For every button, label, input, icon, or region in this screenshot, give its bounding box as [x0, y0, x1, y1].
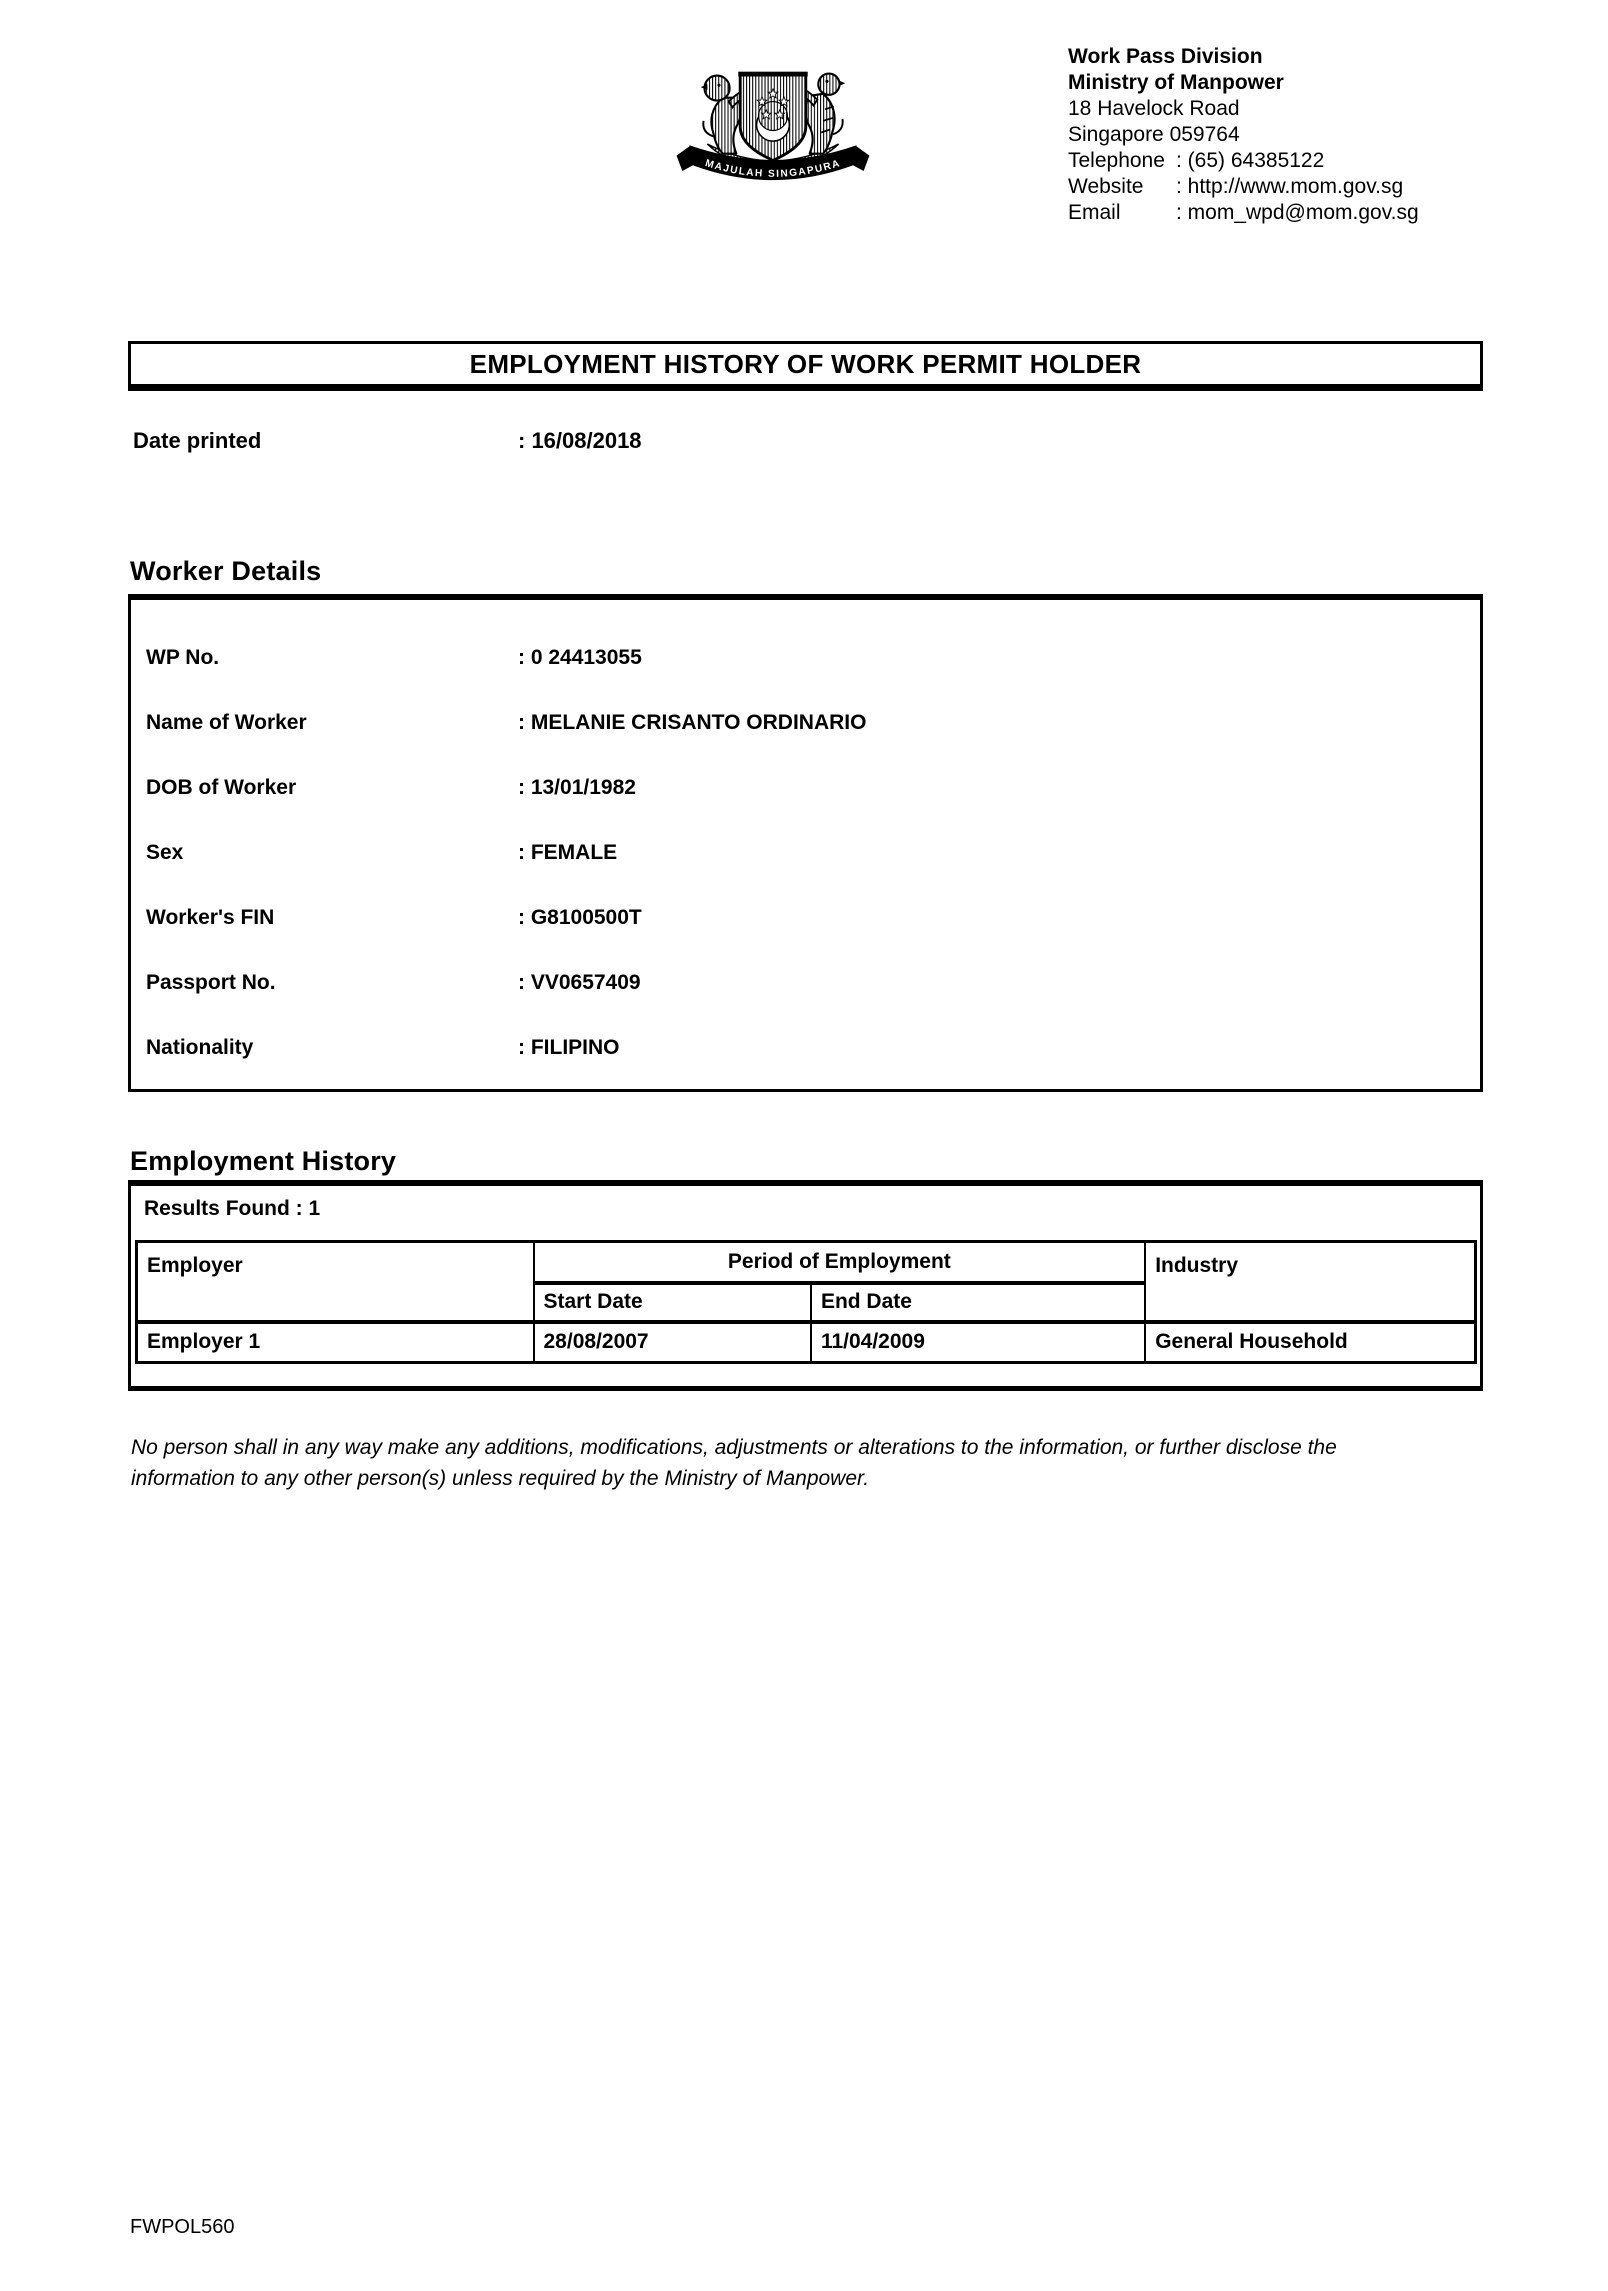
results-found: Results Found : 1	[144, 1197, 321, 1220]
table-row	[137, 1322, 1476, 1363]
date-printed-label: Date printed	[133, 428, 262, 453]
col-header-end-date: End Date	[811, 1283, 1145, 1322]
worker-sex-value: : FEMALE	[518, 841, 618, 864]
org-telephone-line	[1068, 148, 1419, 174]
date-printed-row	[133, 428, 642, 454]
website-label: Website	[1068, 175, 1144, 198]
motto-text: MAJULAH SINGAPURA	[703, 158, 843, 180]
org-address-line2: Singapore 059764	[1068, 123, 1240, 146]
crest-shield	[738, 72, 807, 161]
document-title-box	[128, 341, 1483, 391]
singapore-coat-of-arms	[665, 36, 880, 198]
document-title: EMPLOYMENT HISTORY OF WORK PERMIT HOLDER	[469, 348, 1142, 379]
cell-employer: Employer 1	[137, 1322, 534, 1363]
org-division: Work Pass Division	[1068, 45, 1263, 68]
telephone-label: Telephone	[1068, 149, 1165, 172]
worker-fin-value: : G8100500T	[518, 906, 642, 929]
col-header-employer: Employer	[137, 1242, 534, 1322]
form-code: FWPOL560	[130, 2216, 235, 2238]
worker-detail-row	[146, 841, 1480, 906]
worker-details-box	[128, 594, 1483, 1092]
worker-detail-row	[146, 971, 1480, 1036]
nationality-label: Nationality	[146, 1036, 254, 1059]
wp-no-value: : 0 24413055	[518, 646, 642, 669]
website-value: : http://www.mom.gov.sg	[1176, 175, 1404, 198]
col-header-industry: Industry	[1145, 1242, 1475, 1322]
org-email-line	[1068, 200, 1419, 226]
cell-start-date: 28/08/2007	[534, 1322, 811, 1363]
worker-detail-row	[146, 776, 1480, 841]
col-header-start-date: Start Date	[534, 1283, 811, 1322]
cell-end-date: 11/04/2009	[811, 1322, 1145, 1363]
org-contact-block	[1068, 44, 1419, 226]
employment-history-table	[135, 1240, 1477, 1364]
org-website-line	[1068, 174, 1419, 200]
telephone-value: : (65) 64385122	[1176, 149, 1325, 172]
worker-detail-row	[146, 711, 1480, 776]
worker-dob-label: DOB of Worker	[146, 776, 297, 799]
worker-detail-row	[146, 646, 1480, 711]
passport-no-label: Passport No.	[146, 971, 276, 994]
passport-no-value: : VV0657409	[518, 971, 641, 994]
email-value: : mom_wpd@mom.gov.sg	[1176, 201, 1419, 224]
org-address-line1: 18 Havelock Road	[1068, 97, 1240, 120]
nationality-value: : FILIPINO	[518, 1036, 620, 1059]
employment-history-heading: Employment History	[130, 1146, 397, 1176]
worker-name-value: : MELANIE CRISANTO ORDINARIO	[518, 711, 867, 734]
org-ministry: Ministry of Manpower	[1068, 71, 1284, 94]
col-header-period: Period of Employment	[534, 1242, 1146, 1283]
worker-detail-row	[146, 906, 1480, 971]
cell-industry: General Household	[1145, 1322, 1475, 1363]
worker-sex-label: Sex	[146, 841, 184, 864]
wp-no-label: WP No.	[146, 646, 220, 669]
worker-details-heading: Worker Details	[130, 556, 322, 586]
date-printed-value: : 16/08/2018	[518, 428, 642, 453]
disclaimer-note: No person shall in any way make any additions, modifications, adjustments or alterations to the information, or further disclose the information to any other person(s) unless required by the Ministry of Manpower.	[131, 1436, 1337, 1490]
worker-name-label: Name of Worker	[146, 711, 307, 734]
worker-dob-value: : 13/01/1982	[518, 776, 636, 799]
worker-fin-label: Worker's FIN	[146, 906, 275, 929]
worker-detail-row	[146, 1036, 1480, 1101]
email-label: Email	[1068, 201, 1121, 224]
